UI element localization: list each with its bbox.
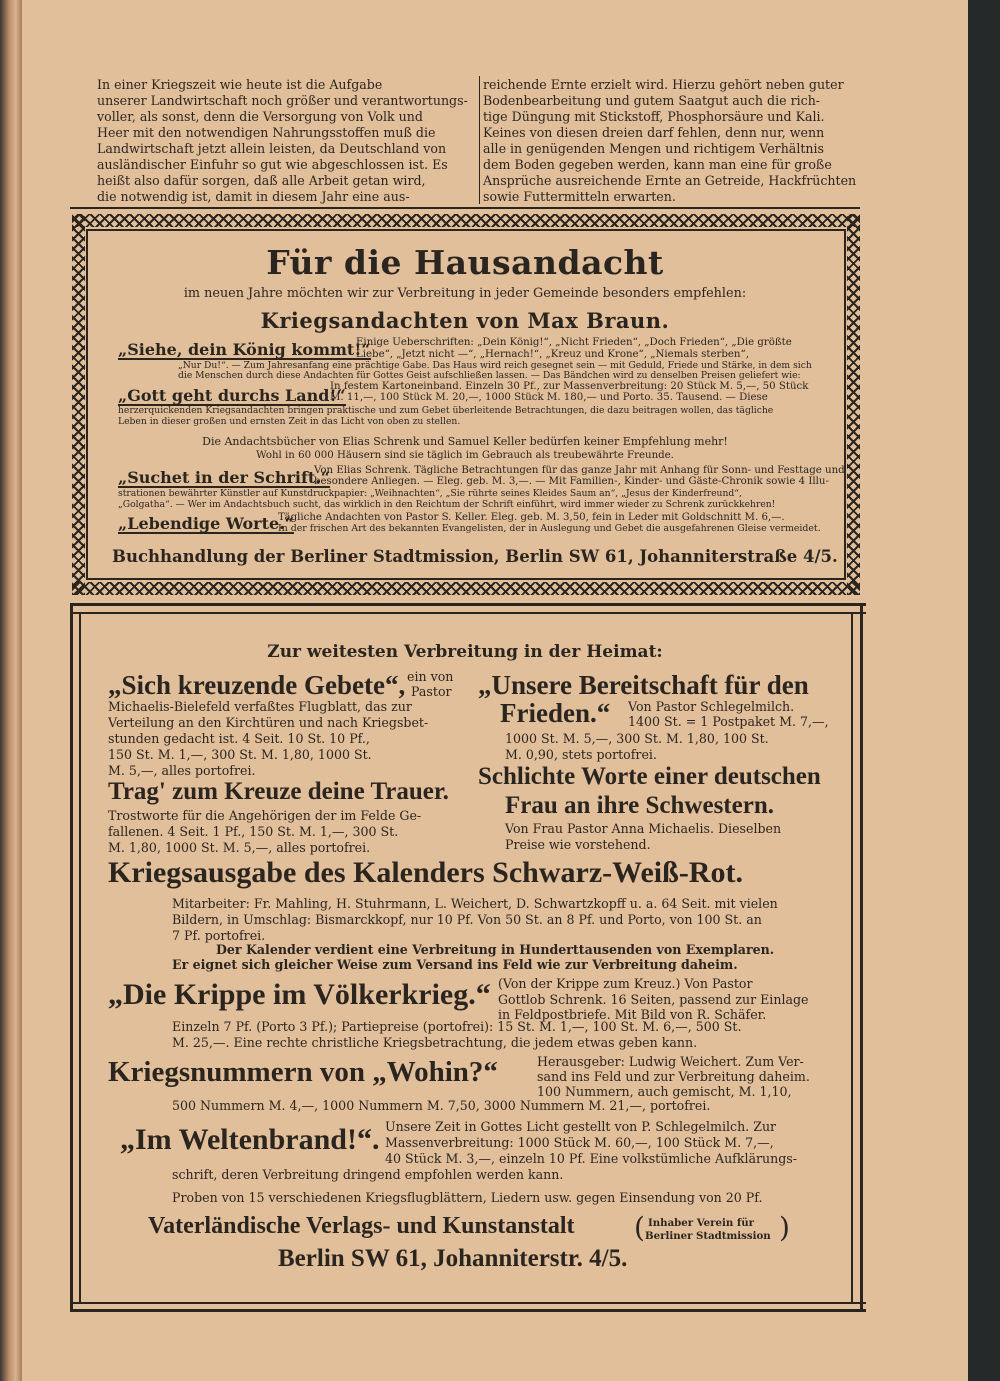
ad1-title: Für die Hausandacht	[266, 243, 664, 282]
ad2-a-line: Michaelis-Bielefeld verfaßtes Flugblatt, das zur	[108, 699, 412, 714]
ad1-footer: Buchhandlung der Berliner Stadtmission, Berlin SW 61, Johanniterstraße 4/5.	[112, 547, 838, 566]
intro-left-line: Heer mit den notwendigen Nahrungsstoffen muß die	[97, 125, 436, 140]
ad2-d-line: Preise wie vorstehend.	[505, 837, 651, 852]
frame-right	[860, 603, 863, 1312]
intro-right-line: Ansprüche ausreichende Ernte an Getreide, Hackfrüchten	[483, 173, 857, 188]
ad1-item4-line: In der frischen Art des bekannten Evangelisten, der in Auslegung und Gebet die ausgefahrenen Gleise vermeidet.	[278, 523, 821, 534]
ad1-item2-title: „Gott geht durchs Land!“	[118, 386, 346, 405]
ad2-h-side: Massenverbreitung: 1000 Stück M. 60,—, 100 Stück M. 7,—,	[385, 1135, 774, 1150]
ad1-count-line: Wohl in 60 000 Häusern sind sie täglich im Gebrauch als treubewährte Freunde.	[256, 450, 674, 461]
ad2-a-line: stunden gedacht ist. 4 Seit. 10 St. 10 Pf.,	[108, 731, 370, 746]
ad1-item2-line: In festem Kartoneinband. Einzeln 30 Pf., zur Massenverbreitung: 20 Stück M. 5,—, 50 Stück	[330, 381, 809, 392]
ad2-publisher: Vaterländische Verlags- und Kunstanstalt	[148, 1213, 575, 1239]
ad2-b-line: M. 0,90, stets portofrei.	[505, 747, 657, 762]
ad1-item1-line: Liebe“, „Jetzt nicht —“, „Hernach!“, „Kreuz und Krone“, „Niemals sterben“,	[356, 349, 749, 360]
ad2-owner: Berliner Stadtmission	[645, 1230, 771, 1242]
ad2-b-line: 1000 St. M. 5,—, 300 St. M. 1,80, 100 St.	[505, 731, 769, 746]
ad1-item3-title: „Suchet in der Schrift.“	[118, 468, 331, 487]
ad1-authors-line: Die Andachtsbücher von Elias Schrenk und Samuel Keller bedürfen keiner Empfehlung mehr!	[202, 435, 728, 448]
ad1-item2-line: herzerquickenden Kriegsandachten bringen praktische und zum Gebet überleitende Betrachtungen, die dazu beitragen wollen, das tägliche	[118, 405, 774, 416]
frame-right-inner	[851, 612, 853, 1304]
ad2-e-line: Mitarbeiter: Fr. Mahling, H. Stuhrmann, L. Weichert, D. Schwartzkopff u. a. 64 Seit. mit vielen	[172, 896, 778, 911]
ad2-c-line: M. 1,80, 1000 St. M. 5,—, alles portofrei.	[108, 840, 371, 855]
intro-right-line: alle in genügenden Mengen und richtigem Verhältnis	[483, 141, 825, 156]
ad2-f-side: in Feldpostbriefe. Mit Bild von R. Schäfer.	[498, 1007, 767, 1022]
ad2-a-side: Pastor	[411, 684, 452, 699]
ad2-b-title: Frieden.“	[500, 698, 611, 728]
intro-left-line: unserer Landwirtschaft noch größer und verantwortungs-	[97, 93, 468, 108]
intro-left-line: heißt also dafür sorgen, daß alle Arbeit getan wird,	[97, 173, 426, 188]
frame-bottom	[70, 1309, 866, 1312]
ad2-a-side: ein von	[407, 669, 454, 684]
ad2-d-title: Schlichte Worte einer deutschen	[478, 763, 821, 790]
frame-top-inner	[70, 612, 866, 614]
book-spine	[0, 0, 22, 1381]
ad1-item3-line: strationen bewährter Künstler auf Kunstdruckpapier: „Weihnachten“, „Sie rührte seines Kleides Saum an“, „Jesus der Kinderfreund“,	[118, 488, 742, 499]
ad2-owner: Inhaber Verein für	[648, 1217, 754, 1229]
ad1-heading: Kriegsandachten von Max Braun.	[260, 308, 670, 333]
ornament-border-bottom	[72, 582, 860, 595]
ad1-item3-line: „Golgatha“. — Wer im Andachtsbuch sucht, das wirklich in den Reichtum der Schrift einführt, wird immer wieder zu Schrenk zurückkehren!	[118, 499, 776, 510]
column-divider	[479, 76, 480, 204]
ad2-e-line: Bildern, in Umschlag: Bismarckkopf, nur 10 Pf. Von 50 St. an 8 Pf. und Porto, von 100 St. an	[172, 912, 762, 927]
ornament-border-top	[72, 214, 860, 227]
ad2-e-line: 7 Pf. portofrei.	[172, 928, 266, 943]
ad2-g-line: 500 Nummern M. 4,—, 1000 Nummern M. 7,50, 3000 Nummern M. 21,—, portofrei.	[172, 1098, 711, 1113]
book-cover-edge	[968, 0, 1000, 1381]
ad1-item3-line: besondere Anliegen. — Eleg. geb. M. 3,—. — Mit Familien-, Kinder- und Gäste-Chronik sowie 4 Illu-	[314, 476, 829, 487]
ad1-item1-line: die Menschen durch diese Andachten für Gottes Geist aufschließen lassen. — Das Bändchen wird zu denselben Preisen geliefert wie:	[178, 370, 801, 381]
ad2-b-title: „Unsere Bereitschaft für den	[478, 670, 809, 700]
ad2-f-side: (Von der Krippe zum Kreuz.) Von Pastor	[498, 976, 753, 991]
ad2-b-side: Von Pastor Schlegelmilch.	[628, 699, 795, 714]
ad2-a-title: „Sich kreuzende Gebete“,	[108, 670, 406, 700]
intro-right-line: Keines von diesen dreien darf fehlen, denn nur, wenn	[483, 125, 825, 140]
ad2-h-side: Unsere Zeit in Gottes Licht gestellt von P. Schlegelmilch. Zur	[385, 1119, 777, 1134]
ad2-h-title: „Im Weltenbrand!“.	[120, 1123, 380, 1156]
ad2-c-line: fallenen. 4 Seit. 1 Pf., 150 St. M. 1,—, 300 St.	[108, 824, 399, 839]
ad2-c-line: Trostworte für die Angehörigen der im Felde Ge-	[108, 808, 422, 823]
intro-left-line: die notwendig ist, damit in diesem Jahr eine aus-	[97, 189, 410, 204]
ad1-item4-line: Tägliche Andachten von Pastor S. Keller. Eleg. geb. M. 3,50, fein in Leder mit Goldschnitt M. 6,—.	[278, 512, 785, 523]
ad2-d-title: Frau an ihre Schwestern.	[505, 792, 774, 819]
intro-right-line: tige Düngung mit Stickstoff, Phosphorsäure und Kali.	[483, 109, 825, 124]
ad2-f-line: M. 25,—. Eine rechte christliche Kriegsbetrachtung, die jedem etwas geben kann.	[172, 1035, 698, 1050]
ad2-g-title: Kriegsnummern von „Wohin?“	[108, 1056, 498, 1088]
ad2-a-line: M. 5,—, alles portofrei.	[108, 763, 256, 778]
intro-left-line: voller, als sonst, denn die Versorgung von Volk und	[97, 109, 423, 124]
ad1-item4-title: „Lebendige Worte.“	[118, 514, 294, 533]
intro-right-line: reichende Ernte erzielt wird. Hierzu gehört neben guter	[483, 77, 844, 92]
ad2-e-bold: Er eignet sich gleicher Weise zum Versand ins Feld wie zur Verbreitung daheim.	[172, 957, 738, 972]
intro-right-line: dem Boden gegeben werden, kann man eine für große	[483, 157, 832, 172]
intro-left-line: Landwirtschaft jetzt allein leisten, da Deutschland von	[97, 141, 447, 156]
frame-bottom-inner	[70, 1302, 866, 1304]
ad2-a-line: Verteilung an den Kirchtüren und nach Kriegsbet-	[108, 715, 429, 730]
ad1-item3-line: Von Elias Schrenk. Tägliche Betrachtungen für das ganze Jahr mit Anhang für Sonn- und Festtage und	[314, 465, 845, 476]
frame-top	[70, 603, 866, 606]
ad2-b-side: 1400 St. = 1 Postpaket M. 7,—,	[628, 714, 829, 729]
ad1-item1-line: Einige Ueberschriften: „Dein König!“, „Nicht Frieden“, „Doch Frieden“, „Die größte	[356, 337, 792, 348]
ad2-f-line: Einzeln 7 Pf. (Porto 3 Pf.); Partiepreise (portofrei): 15 St. M. 1,—, 100 St. M. 6,—, 500 St.	[172, 1019, 742, 1034]
frame-left	[70, 603, 73, 1312]
ad1-item2-line: Leben in dieser großen und ernsten Zeit in das Licht von oben zu stellen.	[118, 416, 461, 427]
intro-left-line: In einer Kriegszeit wie heute ist die Aufgabe	[97, 77, 383, 92]
ad2-e-title: Kriegsausgabe des Kalenders Schwarz-Weiß-Rot.	[108, 856, 743, 889]
ad2-d-line: Von Frau Pastor Anna Michaelis. Dieselben	[505, 821, 782, 836]
ad2-samples: Proben von 15 verschiedenen Kriegsflugblättern, Liedern usw. gegen Einsendung von 20 Pf.	[172, 1190, 763, 1205]
ad2-g-side: 100 Nummern, auch gemischt, M. 1,10,	[537, 1084, 792, 1099]
frame-left-inner	[79, 612, 81, 1304]
intro-left-line: ausländischer Einfuhr so gut wie abgeschlossen ist. Es	[97, 157, 448, 172]
ad2-c-title: Trag' zum Kreuze deine Trauer.	[108, 778, 449, 805]
ad2-e-bold: Der Kalender verdient eine Verbreitung in Hunderttausenden von Exemplaren.	[216, 942, 775, 957]
section-rule	[70, 207, 860, 209]
ad2-h-side: 40 Stück M. 3,—, einzeln 10 Pf. Eine volkstümliche Aufklärungs-	[385, 1151, 798, 1166]
intro-right-line: sowie Futtermitteln erwarten.	[483, 189, 676, 204]
bracket-open: (	[634, 1211, 645, 1244]
bracket-close: )	[779, 1211, 790, 1244]
ad2-f-title: „Die Krippe im Völkerkrieg.“	[108, 978, 491, 1011]
intro-right-line: Bodenbearbeitung und gutem Saatgut auch die rich-	[483, 93, 821, 108]
ad1-item1-title: „Siehe, dein König kommt!“	[118, 340, 371, 359]
ad2-f-side: Gottlob Schrenk. 16 Seiten, passend zur Einlage	[498, 992, 809, 1007]
ad2-address: Berlin SW 61, Johanniterstr. 4/5.	[278, 1245, 628, 1272]
ad1-item2-line: M. 11,—, 100 Stück M. 20,—, 1000 Stück M. 180,— und Porto. 35. Tausend. — Diese	[330, 392, 768, 403]
ad2-g-side: sand ins Feld und zur Verbreitung daheim.	[537, 1069, 810, 1084]
ad2-a-line: 150 St. M. 1,—, 300 St. M. 1,80, 1000 St.	[108, 747, 372, 762]
ad1-subtitle: im neuen Jahre möchten wir zur Verbreitung in jeder Gemeinde besonders empfehlen:	[183, 286, 747, 301]
ad2-g-side: Herausgeber: Ludwig Weichert. Zum Ver-	[537, 1054, 804, 1069]
ad2-h-line: schrift, deren Verbreitung dringend empfohlen werden kann.	[172, 1167, 564, 1182]
ad1-item1-line: „Nur Du!“. — Zum Jahresanfang eine prächtige Gabe. Das Haus wird reich gesegnet sein — mit Geduld, Friede und Stärke, in dem sich	[178, 360, 812, 371]
ad2-heading: Zur weitesten Verbreitung in der Heimat:	[267, 642, 663, 662]
